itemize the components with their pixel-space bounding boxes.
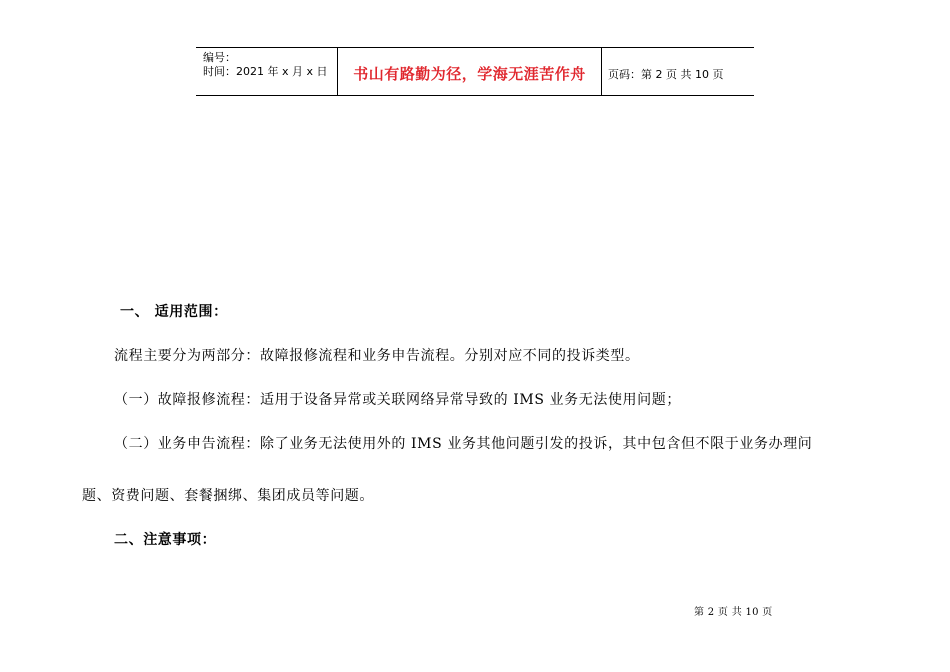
paragraph-business-complaint-continued: 题、资费问题、套餐捆绑、集团成员等问题。 [82, 488, 374, 504]
paragraph-business-complaint: （二）业务申告流程：除了业务无法使用外的 IMS 业务其他问题引发的投诉，其中包含但不限于业务办理问 [114, 436, 813, 452]
header-page-label: 页码：第 2 页 共 10 页 [608, 67, 724, 81]
page-footer-number: 第 2 页 共 10 页 [694, 607, 773, 618]
header-motto: 书山有路勤为径，学海无涯苦作舟 [338, 48, 602, 95]
header-meta-cell [196, 48, 338, 95]
serial-label: 编号： [203, 51, 236, 64]
page-header [196, 47, 754, 96]
paragraph-scope-intro: 流程主要分为两部分：故障报修流程和业务申告流程。分别对应不同的投诉类型。 [114, 348, 640, 364]
section-2-title: 二、注意事项： [114, 532, 217, 548]
time-label: 时间：2021 年 x 月 x 日 [203, 65, 328, 78]
paragraph-fault-repair: （一）故障报修流程：适用于设备异常或关联网络异常导致的 IMS 业务无法使用问题； [114, 392, 681, 408]
section-1-title: 一、 适用范围： [120, 304, 228, 320]
